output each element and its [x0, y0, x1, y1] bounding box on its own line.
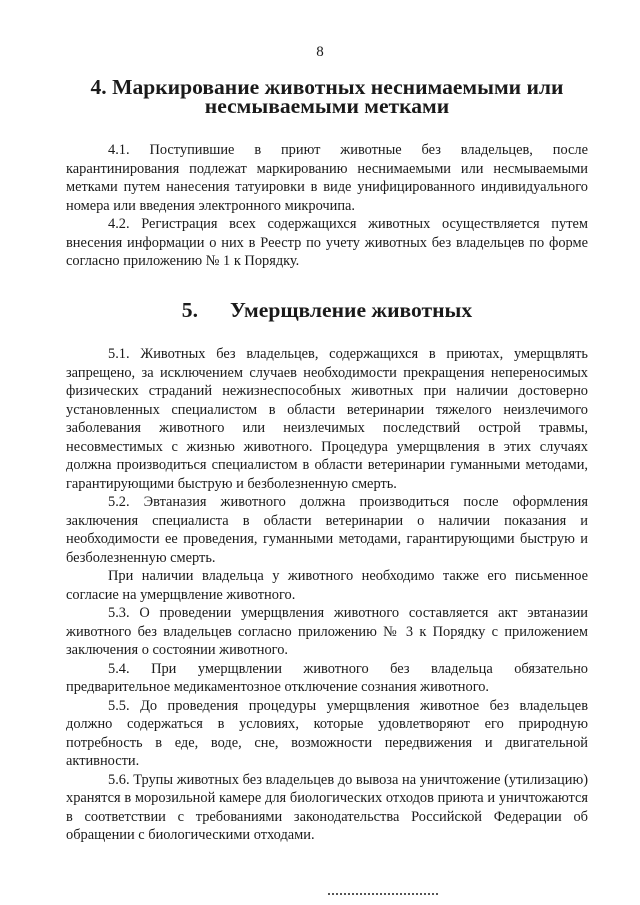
- section-5-number: 5.: [181, 297, 198, 322]
- footer-scan-mark: [328, 893, 438, 898]
- paragraph-5-5: 5.5. До проведения процедуры умерщвления животное без владельцев должно содержаться в условиях, которые удовлетворяют его природную потребность в еде, воде, сне, возможности передвижения и двигательной активности.: [66, 697, 588, 769]
- paragraph-5-2-consent: При наличии владельца у животного необходимо также его письменное согласие на умерщвление животного.: [66, 568, 588, 603]
- section-5-heading: [66, 297, 588, 322]
- paragraph-5-3: 5.3. О проведении умерщвления животного составляется акт эвтаназии животного без владельцев согласно приложению № 3 к Порядку с приложением заключения о состоянии животного.: [66, 605, 588, 658]
- paragraph-5-4: 5.4. При умерщвлении животного без владельца обязательно предварительное медикаментозное отключение сознания животного.: [66, 660, 588, 695]
- paragraph-4-1: 4.1. Поступившие в приют животные без владельцев, после карантинирования подлежат маркированию неснимаемыми или несмываемыми метками путем нанесения татуировки в виде унифицированного индивидуального номера или введения электронного микрочипа.: [66, 142, 588, 214]
- paragraph-4-2: 4.2. Регистрация всех содержащихся животных осуществляется путем внесения информации о них в Реестр по учету животных без владельцев по форме согласно приложению № 1 к Порядку.: [66, 216, 588, 269]
- section-4-heading: 4. Маркирование животных неснимаемыми или несмываемыми метками: [90, 75, 564, 118]
- page-number: 8: [316, 44, 324, 60]
- paragraph-5-1: 5.1. Животных без владельцев, содержащихся в приютах, умерщвлять запрещено, за исключением случаев необходимости прекращения непереносимых физических страданий нежизнеспособных животных при наличии достоверно установленных специалистом в области ветеринарии тяжелого неизлечимого заболевания животного или неизлечимых последствий острой травмы, несовместимых с жизнью животного. Процедура умерщвления в этих случаях должна производиться специалистом в области ветеринарии гуманными методами, гарантирующими быструю и безболезненную смерть.: [66, 346, 588, 492]
- page-content: [66, 75, 588, 845]
- paragraph-5-6: 5.6. Трупы животных без владельцев до вывоза на уничтожение (утилизацию) хранятся в морозильной камере для биологических отходов приюта и уничтожаются в соответствии с требованиями законодательства Российской Федерации об обращении с биологическими отходами.: [66, 771, 588, 843]
- paragraph-5-2: 5.2. Эвтаназия животного должна производиться после оформления заключения специалиста в области ветеринарии о наличии показания и необходимости ее проведения, гуманными методами, гарантирующими быструю и безболезненную смерть.: [66, 494, 588, 566]
- section-5-title: Умерщвление животных: [229, 297, 473, 322]
